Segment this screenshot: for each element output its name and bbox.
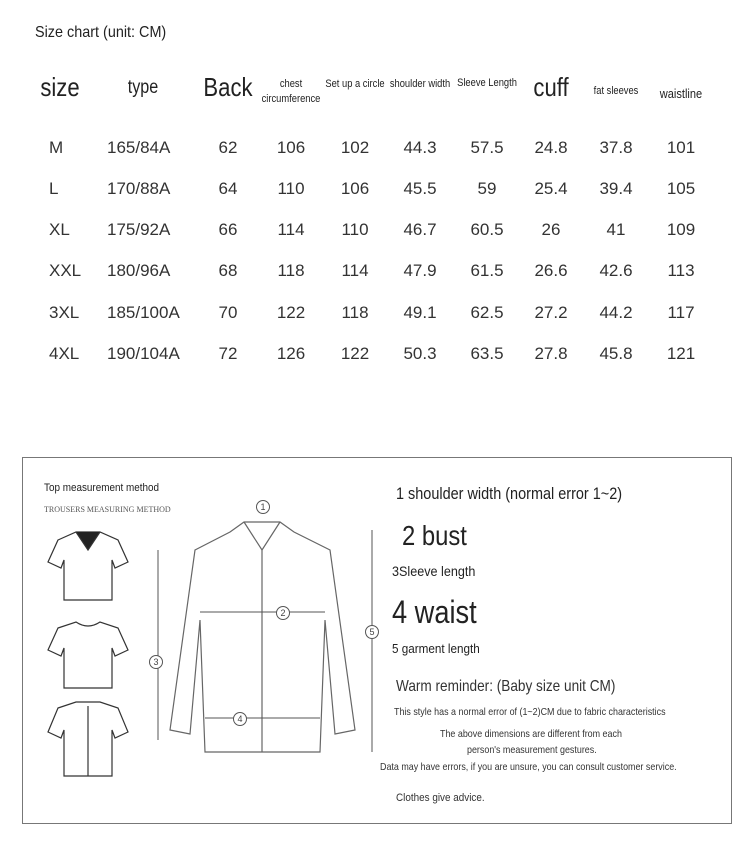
table-cell: 72 [218, 344, 238, 363]
item-garment-length: 5 garment length [392, 641, 480, 656]
table-cell: 62 [218, 138, 238, 157]
table-cell: 109 [666, 220, 696, 239]
table-cell: 64 [218, 179, 238, 198]
column-header: Set up a circle [325, 78, 385, 90]
reminder-line: Data may have errors, if you are unsure, you can consult customer service. [380, 761, 677, 773]
table-cell: 57.5 [470, 138, 504, 157]
marker-1: 1 [256, 500, 270, 514]
column-header: waistline [659, 86, 703, 101]
table-cell: 4XL [49, 344, 80, 363]
column-header: fat sleeves [593, 85, 639, 97]
tshirt-icon [48, 622, 128, 688]
table-cell: 49.1 [403, 303, 437, 322]
table-cell: 26.6 [534, 261, 568, 280]
table-cell: 105 [666, 179, 696, 198]
table-cell: 27.2 [534, 303, 568, 322]
table-cell: 110 [341, 220, 369, 239]
column-header: cuff [533, 72, 569, 102]
table-cell: 118 [341, 303, 369, 322]
column-header: Back [203, 72, 253, 102]
table-cell: 117 [667, 303, 695, 322]
table-cell: 59 [477, 179, 497, 198]
table-cell: 27.8 [534, 344, 568, 363]
advice-text: Clothes give advice. [396, 792, 485, 804]
table-cell: 44.2 [599, 303, 633, 322]
table-cell: 44.3 [403, 138, 437, 157]
table-cell: 114 [277, 220, 305, 239]
table-cell: 39.4 [599, 179, 633, 198]
trousers-label: TROUSERS MEASURING METHOD [44, 505, 171, 514]
top-measurement-label: Top measurement method [44, 482, 160, 494]
table-cell: 170/88A [107, 179, 171, 198]
table-cell: 42.6 [599, 261, 633, 280]
table-cell: 60.5 [470, 220, 504, 239]
table-cell: 106 [340, 179, 370, 198]
table-cell: 37.8 [599, 138, 633, 157]
reminder-line: person's measurement gestures. [467, 744, 597, 756]
column-header: chest circumference [261, 78, 321, 105]
table-cell: 165/84A [107, 138, 171, 157]
reminder-title: Warm reminder: (Baby size unit CM) [396, 678, 616, 695]
column-header: size [40, 72, 80, 102]
table-cell: XL [49, 220, 70, 239]
table-cell: 102 [340, 138, 370, 157]
table-cell: 122 [276, 303, 306, 322]
table-cell: 106 [276, 138, 306, 157]
table-cell: 114 [341, 261, 369, 280]
table-cell: 126 [276, 344, 306, 363]
table-cell: 61.5 [470, 261, 504, 280]
marker-3: 3 [149, 655, 163, 669]
button-shirt-icon [48, 702, 128, 776]
reminder-line: This style has a normal error of (1~2)CM due to fabric characteristics [394, 706, 666, 718]
item-waist: 4 waist [392, 594, 477, 630]
table-cell: 66 [218, 220, 238, 239]
table-cell: 101 [666, 138, 696, 157]
table-cell: 180/96A [107, 261, 171, 280]
table-cell: 68 [218, 261, 238, 280]
item-bust: 2 bust [402, 520, 467, 551]
table-cell: 190/104A [107, 344, 180, 363]
chart-title: Size chart (unit: CM) [35, 24, 167, 41]
table-cell: 185/100A [107, 303, 180, 322]
column-header: shoulder width [389, 78, 451, 90]
column-header: type [127, 77, 159, 98]
table-cell: 121 [666, 344, 696, 363]
table-cell: 25.4 [534, 179, 568, 198]
table-cell: 24.8 [534, 138, 568, 157]
table-cell: 45.5 [403, 179, 437, 198]
table-cell: XXL [49, 261, 82, 280]
reminder-line: The above dimensions are different from each [440, 728, 622, 740]
table-cell: 3XL [49, 303, 80, 322]
column-header: Sleeve Length [457, 77, 517, 89]
marker-5: 5 [365, 625, 379, 639]
table-cell: 47.9 [403, 261, 437, 280]
item-shoulder-width: 1 shoulder width (normal error 1~2) [396, 484, 623, 503]
table-cell: 26 [541, 220, 561, 239]
table-cell: 122 [340, 344, 370, 363]
shirt-diagram [40, 520, 400, 780]
table-cell: 50.3 [403, 344, 437, 363]
table-cell: 175/92A [107, 220, 171, 239]
item-sleeve-length: 3Sleeve length [392, 563, 476, 579]
marker-2: 2 [276, 606, 290, 620]
table-cell: 113 [667, 261, 695, 280]
table-cell: 118 [277, 261, 305, 280]
table-cell: L [49, 179, 59, 198]
table-cell: M [49, 138, 64, 157]
table-cell: 46.7 [403, 220, 437, 239]
table-cell: 45.8 [599, 344, 633, 363]
table-cell: 41 [606, 220, 626, 239]
marker-4: 4 [233, 712, 247, 726]
table-cell: 70 [218, 303, 238, 322]
table-cell: 110 [277, 179, 305, 198]
polo-shirt-icon [48, 532, 128, 600]
table-cell: 63.5 [470, 344, 504, 363]
table-cell: 62.5 [470, 303, 504, 322]
